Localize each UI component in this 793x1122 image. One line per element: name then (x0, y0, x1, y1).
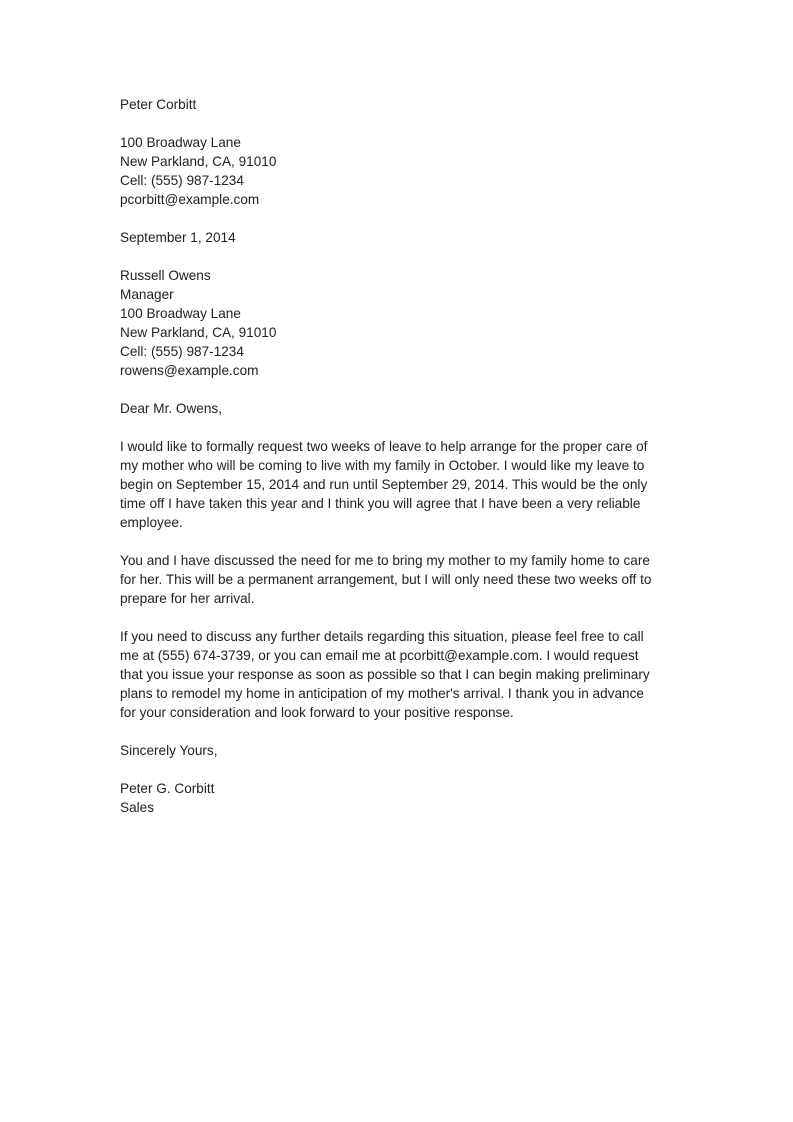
paragraph-line: my mother who will be coming to live with my family in October. I would like my leave to (120, 458, 645, 473)
sender-cell: Cell: (555) 987-1234 (120, 173, 244, 188)
spacer (120, 722, 680, 741)
spacer (120, 380, 680, 399)
signature-block (120, 779, 680, 817)
sender-block (120, 95, 680, 209)
closing: Sincerely Yours, (120, 743, 218, 758)
paragraph-line: that you issue your response as soon as possible so that I can begin making preliminary (120, 667, 650, 682)
spacer (120, 532, 680, 551)
sender-name: Peter Corbitt (120, 97, 197, 112)
recipient-name: Russell Owens (120, 268, 211, 283)
paragraph-line: begin on September 15, 2014 and run until September 29, 2014. This would be the only (120, 477, 648, 492)
paragraph-line: plans to remodel my home in anticipation of my mother's arrival. I thank you in advance (120, 686, 644, 701)
salutation: Dear Mr. Owens, (120, 401, 222, 416)
recipient-cell: Cell: (555) 987-1234 (120, 344, 244, 359)
spacer (120, 760, 680, 779)
paragraph-line: I would like to formally request two weeks of leave to help arrange for the proper care of (120, 439, 648, 454)
paragraph-line: me at (555) 674-3739, or you can email me at pcorbitt@example.com. I would request (120, 648, 639, 663)
paragraph-line: for her. This will be a permanent arrangement, but I will only need these two weeks off to (120, 572, 652, 587)
body-paragraph-1 (120, 437, 680, 532)
paragraph-line: prepare for her arrival. (120, 591, 255, 606)
recipient-city: New Parkland, CA, 91010 (120, 325, 277, 340)
paragraph-line: You and I have discussed the need for me to bring my mother to my family home to care (120, 553, 650, 568)
spacer (120, 418, 680, 437)
recipient-block (120, 266, 680, 380)
body-paragraph-2 (120, 551, 680, 608)
sender-city: New Parkland, CA, 91010 (120, 154, 277, 169)
spacer (120, 209, 680, 228)
recipient-street: 100 Broadway Lane (120, 306, 241, 321)
sender-email: pcorbitt@example.com (120, 192, 260, 207)
letter-body (120, 95, 680, 817)
recipient-title: Manager (120, 287, 174, 302)
paragraph-line: for your consideration and look forward to your positive response. (120, 705, 514, 720)
spacer (120, 247, 680, 266)
paragraph-line: employee. (120, 515, 183, 530)
paragraph-line: time off I have taken this year and I think you will agree that I have been a very reliable (120, 496, 641, 511)
body-paragraph-3 (120, 627, 680, 722)
signature-name: Peter G. Corbitt (120, 781, 215, 796)
paragraph-line: If you need to discuss any further details regarding this situation, please feel free to call (120, 629, 644, 644)
spacer (120, 114, 680, 133)
recipient-email: rowens@example.com (120, 363, 259, 378)
letter-date: September 1, 2014 (120, 230, 236, 245)
sender-street: 100 Broadway Lane (120, 135, 241, 150)
spacer (120, 608, 680, 627)
signature-department: Sales (120, 800, 155, 815)
